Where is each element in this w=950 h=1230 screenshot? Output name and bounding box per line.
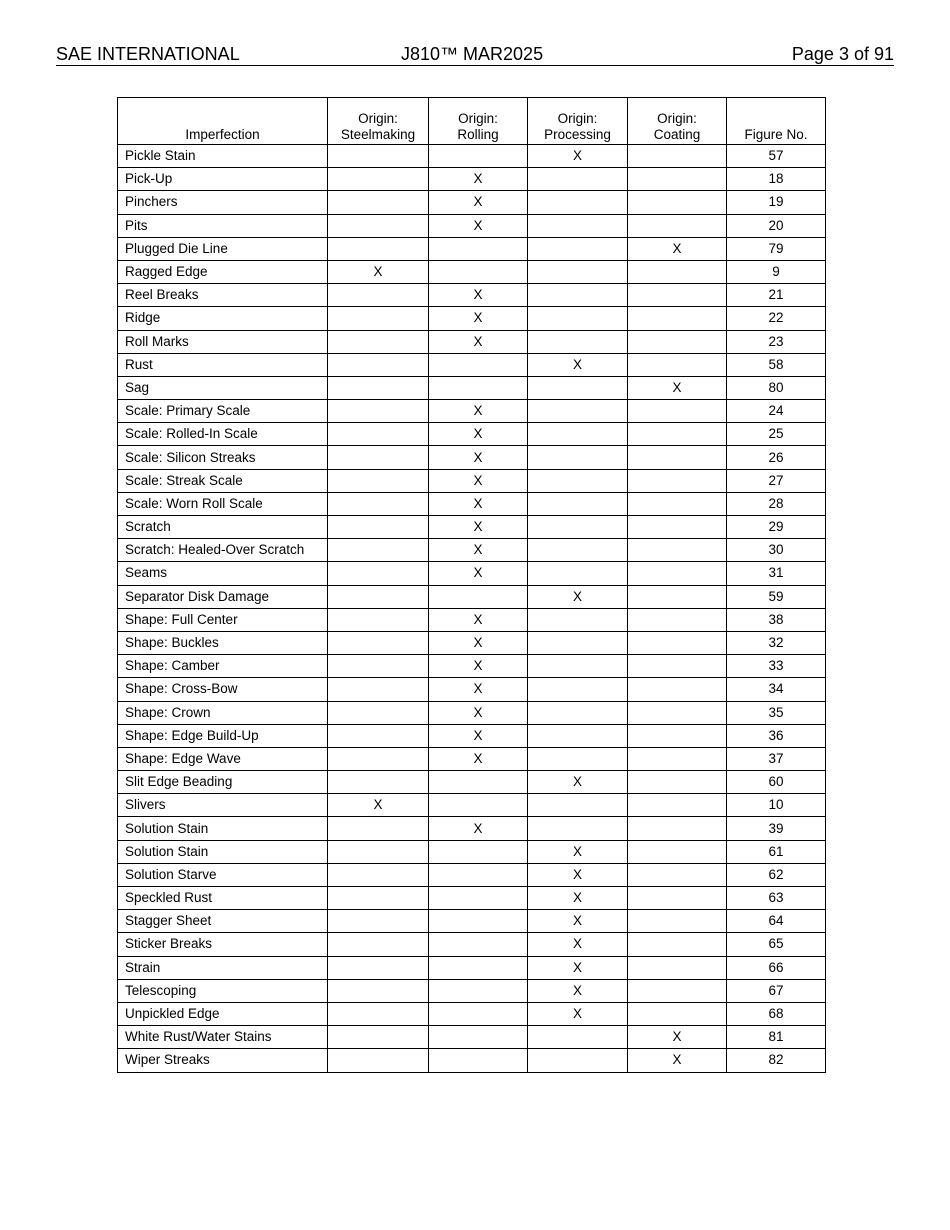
processing-cell bbox=[528, 237, 628, 260]
coating-cell bbox=[628, 353, 727, 376]
imperfection-cell: Shape: Buckles bbox=[118, 631, 328, 654]
coating-cell bbox=[628, 516, 727, 539]
imperfection-cell: Wiper Streaks bbox=[118, 1049, 328, 1072]
table-row bbox=[118, 260, 826, 283]
processing-cell: X bbox=[528, 863, 628, 886]
table-row bbox=[118, 678, 826, 701]
steelmaking-cell bbox=[328, 562, 429, 585]
table-row bbox=[118, 214, 826, 237]
figure-number-cell: 10 bbox=[727, 794, 826, 817]
processing-cell bbox=[528, 539, 628, 562]
figure-number-cell: 58 bbox=[727, 353, 826, 376]
steelmaking-cell bbox=[328, 353, 429, 376]
coating-cell bbox=[628, 840, 727, 863]
imperfection-cell: Pick-Up bbox=[118, 168, 328, 191]
column-header-coating: Origin: Coating bbox=[628, 98, 727, 145]
processing-cell bbox=[528, 469, 628, 492]
steelmaking-cell bbox=[328, 724, 429, 747]
figure-number-cell: 67 bbox=[727, 979, 826, 1002]
processing-cell bbox=[528, 400, 628, 423]
coating-cell bbox=[628, 585, 727, 608]
coating-cell bbox=[628, 817, 727, 840]
rolling-cell: X bbox=[429, 678, 528, 701]
processing-cell bbox=[528, 376, 628, 399]
rolling-cell bbox=[429, 145, 528, 168]
imperfection-cell: Shape: Cross-Bow bbox=[118, 678, 328, 701]
figure-number-cell: 23 bbox=[727, 330, 826, 353]
steelmaking-cell bbox=[328, 678, 429, 701]
steelmaking-cell bbox=[328, 469, 429, 492]
processing-cell: X bbox=[528, 979, 628, 1002]
coating-cell bbox=[628, 979, 727, 1002]
coating-cell bbox=[628, 794, 727, 817]
figure-number-cell: 31 bbox=[727, 562, 826, 585]
imperfection-cell: Ragged Edge bbox=[118, 260, 328, 283]
table-row bbox=[118, 191, 826, 214]
rolling-cell: X bbox=[429, 191, 528, 214]
steelmaking-cell bbox=[328, 979, 429, 1002]
table-row bbox=[118, 817, 826, 840]
imperfection-cell: Roll Marks bbox=[118, 330, 328, 353]
figure-number-cell: 22 bbox=[727, 307, 826, 330]
figure-number-cell: 80 bbox=[727, 376, 826, 399]
steelmaking-cell bbox=[328, 608, 429, 631]
figure-number-cell: 35 bbox=[727, 701, 826, 724]
figure-number-cell: 19 bbox=[727, 191, 826, 214]
imperfection-cell: Solution Starve bbox=[118, 863, 328, 886]
coating-cell bbox=[628, 400, 727, 423]
rolling-cell bbox=[429, 933, 528, 956]
table-row bbox=[118, 631, 826, 654]
steelmaking-cell bbox=[328, 539, 429, 562]
processing-cell: X bbox=[528, 956, 628, 979]
figure-number-cell: 63 bbox=[727, 887, 826, 910]
column-header-processing: Origin: Processing bbox=[528, 98, 628, 145]
coating-cell bbox=[628, 933, 727, 956]
coating-cell: X bbox=[628, 376, 727, 399]
processing-cell: X bbox=[528, 585, 628, 608]
processing-cell bbox=[528, 562, 628, 585]
processing-cell: X bbox=[528, 910, 628, 933]
table-row bbox=[118, 608, 826, 631]
rolling-cell bbox=[429, 956, 528, 979]
rolling-cell bbox=[429, 887, 528, 910]
figure-number-cell: 36 bbox=[727, 724, 826, 747]
imperfection-cell: Scale: Streak Scale bbox=[118, 469, 328, 492]
table-row bbox=[118, 585, 826, 608]
imperfection-cell: Ridge bbox=[118, 307, 328, 330]
coating-cell bbox=[628, 655, 727, 678]
figure-number-cell: 61 bbox=[727, 840, 826, 863]
steelmaking-cell bbox=[328, 701, 429, 724]
column-header-imperfection: Imperfection bbox=[118, 98, 328, 145]
figure-number-cell: 26 bbox=[727, 446, 826, 469]
rolling-cell bbox=[429, 237, 528, 260]
imperfection-cell: Scratch: Healed-Over Scratch bbox=[118, 539, 328, 562]
table-row bbox=[118, 376, 826, 399]
rolling-cell bbox=[429, 840, 528, 863]
table-row bbox=[118, 910, 826, 933]
imperfection-cell: Shape: Edge Wave bbox=[118, 747, 328, 770]
coating-cell: X bbox=[628, 237, 727, 260]
coating-cell bbox=[628, 214, 727, 237]
figure-number-cell: 79 bbox=[727, 237, 826, 260]
table-body bbox=[118, 145, 826, 1073]
table-row bbox=[118, 887, 826, 910]
coating-cell bbox=[628, 539, 727, 562]
imperfection-cell: Reel Breaks bbox=[118, 284, 328, 307]
figure-number-cell: 82 bbox=[727, 1049, 826, 1072]
table-row bbox=[118, 353, 826, 376]
figure-number-cell: 39 bbox=[727, 817, 826, 840]
table-row bbox=[118, 1002, 826, 1025]
processing-cell: X bbox=[528, 887, 628, 910]
processing-cell bbox=[528, 747, 628, 770]
coating-cell bbox=[628, 469, 727, 492]
table-row bbox=[118, 284, 826, 307]
steelmaking-cell bbox=[328, 1049, 429, 1072]
imperfection-cell: Shape: Crown bbox=[118, 701, 328, 724]
steelmaking-cell bbox=[328, 423, 429, 446]
processing-cell bbox=[528, 516, 628, 539]
processing-cell: X bbox=[528, 353, 628, 376]
rolling-cell: X bbox=[429, 168, 528, 191]
processing-cell bbox=[528, 1049, 628, 1072]
rolling-cell bbox=[429, 979, 528, 1002]
figure-number-cell: 38 bbox=[727, 608, 826, 631]
table-row bbox=[118, 516, 826, 539]
processing-cell bbox=[528, 794, 628, 817]
table-row bbox=[118, 771, 826, 794]
imperfection-cell: Seams bbox=[118, 562, 328, 585]
figure-number-cell: 59 bbox=[727, 585, 826, 608]
figure-number-cell: 21 bbox=[727, 284, 826, 307]
figure-number-cell: 27 bbox=[727, 469, 826, 492]
steelmaking-cell bbox=[328, 817, 429, 840]
imperfection-cell: Plugged Die Line bbox=[118, 237, 328, 260]
table-row bbox=[118, 1026, 826, 1049]
steelmaking-cell bbox=[328, 771, 429, 794]
steelmaking-cell bbox=[328, 887, 429, 910]
table-row bbox=[118, 724, 826, 747]
steelmaking-cell bbox=[328, 840, 429, 863]
table-row bbox=[118, 400, 826, 423]
imperfection-cell: Strain bbox=[118, 956, 328, 979]
table-row bbox=[118, 840, 826, 863]
imperfection-cell: Slivers bbox=[118, 794, 328, 817]
figure-number-cell: 20 bbox=[727, 214, 826, 237]
coating-cell bbox=[628, 492, 727, 515]
imperfection-cell: Scale: Rolled-In Scale bbox=[118, 423, 328, 446]
rolling-cell bbox=[429, 771, 528, 794]
figure-number-cell: 65 bbox=[727, 933, 826, 956]
steelmaking-cell bbox=[328, 168, 429, 191]
rolling-cell bbox=[429, 260, 528, 283]
steelmaking-cell bbox=[328, 956, 429, 979]
steelmaking-cell bbox=[328, 516, 429, 539]
rolling-cell: X bbox=[429, 701, 528, 724]
coating-cell bbox=[628, 260, 727, 283]
steelmaking-cell bbox=[328, 400, 429, 423]
rolling-cell: X bbox=[429, 469, 528, 492]
coating-cell bbox=[628, 423, 727, 446]
figure-number-cell: 64 bbox=[727, 910, 826, 933]
rolling-cell: X bbox=[429, 608, 528, 631]
coating-cell bbox=[628, 145, 727, 168]
steelmaking-cell: X bbox=[328, 794, 429, 817]
imperfection-cell: Unpickled Edge bbox=[118, 1002, 328, 1025]
imperfection-cell: White Rust/Water Stains bbox=[118, 1026, 328, 1049]
figure-number-cell: 9 bbox=[727, 260, 826, 283]
processing-cell bbox=[528, 307, 628, 330]
rolling-cell bbox=[429, 1049, 528, 1072]
organization-name: SAE INTERNATIONAL bbox=[56, 44, 240, 64]
column-header-figure-no: Figure No. bbox=[727, 98, 826, 145]
processing-cell: X bbox=[528, 145, 628, 168]
imperfection-table bbox=[117, 97, 826, 1073]
coating-cell bbox=[628, 446, 727, 469]
coating-cell bbox=[628, 863, 727, 886]
coating-cell: X bbox=[628, 1049, 727, 1072]
coating-cell bbox=[628, 631, 727, 654]
coating-cell bbox=[628, 747, 727, 770]
steelmaking-cell: X bbox=[328, 260, 429, 283]
figure-number-cell: 66 bbox=[727, 956, 826, 979]
imperfection-cell: Pickle Stain bbox=[118, 145, 328, 168]
steelmaking-cell bbox=[328, 446, 429, 469]
coating-cell bbox=[628, 701, 727, 724]
figure-number-cell: 62 bbox=[727, 863, 826, 886]
steelmaking-cell bbox=[328, 933, 429, 956]
table-row bbox=[118, 701, 826, 724]
processing-cell bbox=[528, 608, 628, 631]
coating-cell: X bbox=[628, 1026, 727, 1049]
figure-number-cell: 28 bbox=[727, 492, 826, 515]
rolling-cell: X bbox=[429, 655, 528, 678]
table-row bbox=[118, 446, 826, 469]
processing-cell bbox=[528, 724, 628, 747]
table-row bbox=[118, 539, 826, 562]
coating-cell bbox=[628, 608, 727, 631]
column-header-rolling: Origin: Rolling bbox=[429, 98, 528, 145]
processing-cell bbox=[528, 1026, 628, 1049]
table-row bbox=[118, 423, 826, 446]
processing-cell bbox=[528, 446, 628, 469]
imperfection-cell: Solution Stain bbox=[118, 817, 328, 840]
rolling-cell: X bbox=[429, 330, 528, 353]
imperfection-cell: Scale: Worn Roll Scale bbox=[118, 492, 328, 515]
rolling-cell bbox=[429, 376, 528, 399]
figure-number-cell: 18 bbox=[727, 168, 826, 191]
steelmaking-cell bbox=[328, 307, 429, 330]
table-row bbox=[118, 237, 826, 260]
table-row bbox=[118, 469, 826, 492]
table-row bbox=[118, 307, 826, 330]
table-row bbox=[118, 562, 826, 585]
rolling-cell bbox=[429, 863, 528, 886]
processing-cell bbox=[528, 655, 628, 678]
steelmaking-cell bbox=[328, 1026, 429, 1049]
processing-cell: X bbox=[528, 771, 628, 794]
steelmaking-cell bbox=[328, 631, 429, 654]
figure-number-cell: 68 bbox=[727, 1002, 826, 1025]
processing-cell bbox=[528, 631, 628, 654]
imperfection-cell: Rust bbox=[118, 353, 328, 376]
coating-cell bbox=[628, 307, 727, 330]
processing-cell bbox=[528, 284, 628, 307]
rolling-cell: X bbox=[429, 307, 528, 330]
imperfection-cell: Stagger Sheet bbox=[118, 910, 328, 933]
column-header-steelmaking: Origin: Steelmaking bbox=[328, 98, 429, 145]
table-row bbox=[118, 747, 826, 770]
figure-number-cell: 33 bbox=[727, 655, 826, 678]
figure-number-cell: 32 bbox=[727, 631, 826, 654]
imperfection-cell: Solution Stain bbox=[118, 840, 328, 863]
figure-number-cell: 25 bbox=[727, 423, 826, 446]
table-row bbox=[118, 492, 826, 515]
steelmaking-cell bbox=[328, 585, 429, 608]
imperfection-cell: Sticker Breaks bbox=[118, 933, 328, 956]
coating-cell bbox=[628, 284, 727, 307]
steelmaking-cell bbox=[328, 910, 429, 933]
figure-number-cell: 60 bbox=[727, 771, 826, 794]
rolling-cell bbox=[429, 910, 528, 933]
rolling-cell: X bbox=[429, 423, 528, 446]
rolling-cell: X bbox=[429, 562, 528, 585]
table-row bbox=[118, 1049, 826, 1072]
table-row bbox=[118, 979, 826, 1002]
coating-cell bbox=[628, 562, 727, 585]
steelmaking-cell bbox=[328, 655, 429, 678]
imperfection-cell: Separator Disk Damage bbox=[118, 585, 328, 608]
coating-cell bbox=[628, 1002, 727, 1025]
coating-cell bbox=[628, 330, 727, 353]
processing-cell bbox=[528, 214, 628, 237]
imperfection-cell: Shape: Full Center bbox=[118, 608, 328, 631]
rolling-cell: X bbox=[429, 724, 528, 747]
document-id: J810™ MAR2025 bbox=[401, 44, 544, 64]
rolling-cell bbox=[429, 353, 528, 376]
imperfection-cell: Speckled Rust bbox=[118, 887, 328, 910]
rolling-cell: X bbox=[429, 539, 528, 562]
figure-number-cell: 30 bbox=[727, 539, 826, 562]
imperfection-cell: Pits bbox=[118, 214, 328, 237]
rolling-cell bbox=[429, 794, 528, 817]
table-row bbox=[118, 330, 826, 353]
rolling-cell: X bbox=[429, 631, 528, 654]
processing-cell bbox=[528, 260, 628, 283]
rolling-cell: X bbox=[429, 446, 528, 469]
figure-number-cell: 37 bbox=[727, 747, 826, 770]
imperfection-cell: Shape: Camber bbox=[118, 655, 328, 678]
processing-cell: X bbox=[528, 840, 628, 863]
steelmaking-cell bbox=[328, 747, 429, 770]
steelmaking-cell bbox=[328, 237, 429, 260]
rolling-cell: X bbox=[429, 817, 528, 840]
coating-cell bbox=[628, 191, 727, 214]
steelmaking-cell bbox=[328, 284, 429, 307]
rolling-cell: X bbox=[429, 492, 528, 515]
figure-number-cell: 24 bbox=[727, 400, 826, 423]
rolling-cell bbox=[429, 585, 528, 608]
coating-cell bbox=[628, 678, 727, 701]
processing-cell: X bbox=[528, 933, 628, 956]
imperfection-cell: Pinchers bbox=[118, 191, 328, 214]
coating-cell bbox=[628, 910, 727, 933]
rolling-cell bbox=[429, 1026, 528, 1049]
figure-number-cell: 57 bbox=[727, 145, 826, 168]
steelmaking-cell bbox=[328, 145, 429, 168]
rolling-cell bbox=[429, 1002, 528, 1025]
table-row bbox=[118, 168, 826, 191]
processing-cell bbox=[528, 191, 628, 214]
steelmaking-cell bbox=[328, 863, 429, 886]
rolling-cell: X bbox=[429, 747, 528, 770]
figure-number-cell: 34 bbox=[727, 678, 826, 701]
steelmaking-cell bbox=[328, 376, 429, 399]
processing-cell bbox=[528, 701, 628, 724]
coating-cell bbox=[628, 168, 727, 191]
rolling-cell: X bbox=[429, 516, 528, 539]
steelmaking-cell bbox=[328, 492, 429, 515]
imperfection-cell: Scratch bbox=[118, 516, 328, 539]
table-row bbox=[118, 933, 826, 956]
rolling-cell: X bbox=[429, 214, 528, 237]
processing-cell bbox=[528, 492, 628, 515]
processing-cell bbox=[528, 423, 628, 446]
coating-cell bbox=[628, 887, 727, 910]
figure-number-cell: 81 bbox=[727, 1026, 826, 1049]
imperfection-cell: Scale: Primary Scale bbox=[118, 400, 328, 423]
table-row bbox=[118, 794, 826, 817]
coating-cell bbox=[628, 724, 727, 747]
page-number: Page 3 of 91 bbox=[791, 44, 894, 64]
processing-cell bbox=[528, 168, 628, 191]
table-row bbox=[118, 863, 826, 886]
imperfection-cell: Telescoping bbox=[118, 979, 328, 1002]
processing-cell bbox=[528, 678, 628, 701]
rolling-cell: X bbox=[429, 284, 528, 307]
steelmaking-cell bbox=[328, 214, 429, 237]
steelmaking-cell bbox=[328, 330, 429, 353]
table-row bbox=[118, 145, 826, 168]
coating-cell bbox=[628, 956, 727, 979]
imperfection-cell: Slit Edge Beading bbox=[118, 771, 328, 794]
imperfection-cell: Shape: Edge Build-Up bbox=[118, 724, 328, 747]
steelmaking-cell bbox=[328, 191, 429, 214]
figure-number-cell: 29 bbox=[727, 516, 826, 539]
table-row bbox=[118, 655, 826, 678]
table-header-row bbox=[118, 98, 826, 145]
table-row bbox=[118, 956, 826, 979]
imperfection-cell: Scale: Silicon Streaks bbox=[118, 446, 328, 469]
processing-cell: X bbox=[528, 1002, 628, 1025]
coating-cell bbox=[628, 771, 727, 794]
processing-cell bbox=[528, 330, 628, 353]
steelmaking-cell bbox=[328, 1002, 429, 1025]
processing-cell bbox=[528, 817, 628, 840]
rolling-cell: X bbox=[429, 400, 528, 423]
imperfection-cell: Sag bbox=[118, 376, 328, 399]
page-header bbox=[56, 43, 894, 66]
